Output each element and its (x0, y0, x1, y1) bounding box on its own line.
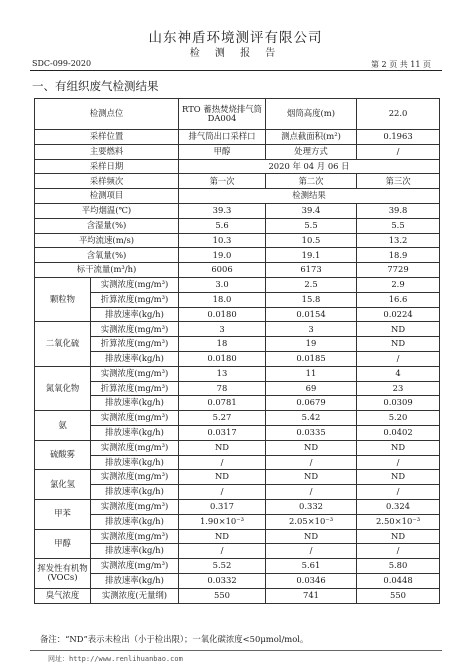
cell-value: 550 (357, 588, 440, 603)
header-divider (30, 70, 442, 71)
cell-label: 检测结果 (179, 189, 440, 204)
table-row (35, 573, 440, 588)
table-row (35, 440, 440, 455)
parameter-label: 排放速率(kg/h) (91, 455, 179, 470)
cell-value: 第二次 (266, 174, 357, 189)
cell-value: 0.0309 (357, 396, 440, 411)
parameter-label: 排放速率(kg/h) (91, 396, 179, 411)
cell-value: 1.90×10⁻³ (179, 514, 266, 529)
pollutant-name: 氮氧化物 (35, 366, 91, 410)
parameter-label: 折算浓度(mg/m³) (91, 381, 179, 396)
footer-divider (30, 650, 442, 651)
pollutant-name: 甲苯 (35, 499, 91, 529)
cell-value: 0.0335 (266, 425, 357, 440)
cell-value: 甲醇 (179, 144, 266, 159)
cell-label: 采样频次 (35, 174, 179, 189)
row-label: 平均烟温(℃) (35, 203, 179, 218)
cell-value: 39.4 (266, 203, 357, 218)
cell-value: 0.0154 (266, 307, 357, 322)
footnote: 备注：“ND”表示未检出（小于检出限）；一氧化碳浓度<50μmol/mol。 (40, 634, 309, 644)
cell-value: / (357, 144, 440, 159)
cell-label: 采样日期 (35, 159, 179, 174)
table-row (35, 263, 440, 278)
cell-value: 19 (266, 337, 357, 352)
cell-label: 采样位置 (35, 130, 179, 145)
pollutant-name: 二氧化硫 (35, 322, 91, 366)
parameter-label: 实测浓度(无量纲) (91, 588, 179, 603)
table-row (35, 130, 440, 145)
cell-value: ND (266, 529, 357, 544)
row-label: 标干流量(m³/h) (35, 263, 179, 278)
table-row (35, 396, 440, 411)
cell-value: 16.6 (357, 292, 440, 307)
parameter-label: 实测浓度(mg/m³) (91, 411, 179, 426)
cell-value: 5.20 (357, 411, 440, 426)
cell-value: 18.0 (179, 292, 266, 307)
parameter-label: 排放速率(kg/h) (91, 485, 179, 500)
cell-value: 19.0 (179, 248, 266, 263)
table-row (35, 292, 440, 307)
parameter-label: 实测浓度(mg/m³) (91, 559, 179, 574)
cell-value: 0.0402 (357, 425, 440, 440)
cell-value: 0.0224 (357, 307, 440, 322)
cell-value: 5.27 (179, 411, 266, 426)
cell-value: 0.317 (179, 499, 266, 514)
cell-value: ND (357, 337, 440, 352)
pollutant-name: 甲醇 (35, 529, 91, 559)
table-row (35, 544, 440, 559)
table-row (35, 559, 440, 574)
cell-value: 5.6 (179, 218, 266, 233)
results-table (34, 98, 440, 604)
cell-value: 3 (266, 322, 357, 337)
cell-value: 0.0679 (266, 396, 357, 411)
cell-value: 5.80 (357, 559, 440, 574)
table-row (35, 322, 440, 337)
cell-value: ND (357, 529, 440, 544)
cell-value: 5.5 (266, 218, 357, 233)
cell-value: 19.1 (266, 248, 357, 263)
pollutant-name: 氨 (35, 411, 91, 441)
table-row (35, 218, 440, 233)
cell-value: ND (357, 322, 440, 337)
cell-value: 4 (357, 366, 440, 381)
table-row (35, 144, 440, 159)
row-label: 含湿量(%) (35, 218, 179, 233)
parameter-label: 实测浓度(mg/m³) (91, 277, 179, 292)
table-row (35, 499, 440, 514)
cell-value: 2020 年 04 月 06 日 (179, 159, 440, 174)
cell-value: 78 (179, 381, 266, 396)
report-subtitle: 检 测 报 告 (189, 48, 282, 59)
cell-value: 550 (179, 588, 266, 603)
cell-value: 0.332 (266, 499, 357, 514)
cell-value: 3.0 (179, 277, 266, 292)
table-row (35, 425, 440, 440)
parameter-label: 排放速率(kg/h) (91, 544, 179, 559)
cell-label: 检测点位 (35, 99, 179, 130)
cell-label: 主要燃料 (35, 144, 179, 159)
table-row (35, 159, 440, 174)
parameter-label: 实测浓度(mg/m³) (91, 470, 179, 485)
cell-value: RTO 蓄热焚烧排气筒DA004 (179, 99, 266, 130)
table-row (35, 514, 440, 529)
cell-value: ND (179, 440, 266, 455)
parameter-label: 排放速率(kg/h) (91, 307, 179, 322)
parameter-label: 排放速率(kg/h) (91, 573, 179, 588)
cell-value: 13.2 (357, 233, 440, 248)
table-row (35, 455, 440, 470)
cell-value: / (266, 544, 357, 559)
parameter-label: 折算浓度(mg/m³) (91, 292, 179, 307)
cell-value: 排气筒出口采样口 (179, 130, 266, 145)
cell-value: 39.8 (357, 203, 440, 218)
cell-value: 2.9 (357, 277, 440, 292)
cell-value: 5.61 (266, 559, 357, 574)
cell-value: 第一次 (179, 174, 266, 189)
footer-website: 网址：http://www.renlihuanbao.com (48, 655, 183, 663)
cell-value: ND (357, 440, 440, 455)
cell-value: 5.52 (179, 559, 266, 574)
cell-value: 0.0180 (179, 307, 266, 322)
table-row (35, 381, 440, 396)
table-row (35, 189, 440, 204)
cell-value: 0.324 (357, 499, 440, 514)
company-name: 山东神盾环境测评有限公司 (148, 30, 323, 46)
parameter-label: 实测浓度(mg/m³) (91, 529, 179, 544)
pollutant-name: 硫酸雾 (35, 440, 91, 470)
cell-value: ND (266, 470, 357, 485)
cell-value: 13 (179, 366, 266, 381)
cell-value: 10.3 (179, 233, 266, 248)
table-row (35, 485, 440, 500)
parameter-label: 排放速率(kg/h) (91, 351, 179, 366)
document-number: SDC-099-2020 (32, 59, 92, 68)
cell-value: ND (357, 470, 440, 485)
cell-label: 处理方式 (266, 144, 357, 159)
table-row (35, 351, 440, 366)
pollutant-name: 氯化氢 (35, 470, 91, 500)
cell-value: ND (179, 529, 266, 544)
cell-value: 18.9 (357, 248, 440, 263)
pollutant-name: 挥发性有机物(VOCs) (35, 559, 91, 589)
parameter-label: 实测浓度(mg/m³) (91, 322, 179, 337)
cell-value: ND (179, 470, 266, 485)
table-row (35, 203, 440, 218)
cell-value: / (357, 485, 440, 500)
cell-value: / (179, 485, 266, 500)
parameter-label: 实测浓度(mg/m³) (91, 440, 179, 455)
row-label: 平均流速(m/s) (35, 233, 179, 248)
cell-value: 10.5 (266, 233, 357, 248)
table-row (35, 588, 440, 603)
cell-value: 6173 (266, 263, 357, 278)
cell-value: / (266, 485, 357, 500)
cell-value: 15.8 (266, 292, 357, 307)
cell-value: 69 (266, 381, 357, 396)
cell-value: 2.05×10⁻³ (266, 514, 357, 529)
cell-label: 烟筒高度(m) (266, 99, 357, 130)
cell-value: 39.3 (179, 203, 266, 218)
cell-value: 23 (357, 381, 440, 396)
section-title: 一、有组织废气检测结果 (32, 79, 159, 93)
parameter-label: 排放速率(kg/h) (91, 425, 179, 440)
cell-value: 6006 (179, 263, 266, 278)
pollutant-name: 臭气浓度 (35, 588, 91, 603)
cell-value: 22.0 (357, 99, 440, 130)
row-label: 含氧量(%) (35, 248, 179, 263)
table-row (35, 366, 440, 381)
table-row (35, 529, 440, 544)
cell-value: 0.0332 (179, 573, 266, 588)
cell-value: 0.0185 (266, 351, 357, 366)
table-row (35, 337, 440, 352)
cell-value: 5.5 (357, 218, 440, 233)
cell-value: 0.1963 (357, 130, 440, 145)
cell-value: 18 (179, 337, 266, 352)
cell-value: 0.0448 (357, 573, 440, 588)
pollutant-name: 颗粒物 (35, 277, 91, 321)
table-row (35, 233, 440, 248)
table-row (35, 411, 440, 426)
cell-value: / (266, 455, 357, 470)
cell-value: 7729 (357, 263, 440, 278)
cell-value: 3 (179, 322, 266, 337)
cell-label: 检测项目 (35, 189, 179, 204)
cell-value: 2.5 (266, 277, 357, 292)
cell-value: 11 (266, 366, 357, 381)
page-info: 第 2 页 共 11 页 (371, 60, 431, 69)
table-row (35, 174, 440, 189)
cell-value: / (357, 455, 440, 470)
cell-value: 741 (266, 588, 357, 603)
cell-value: / (179, 544, 266, 559)
parameter-label: 折算浓度(mg/m³) (91, 337, 179, 352)
cell-value: 2.50×10⁻³ (357, 514, 440, 529)
cell-value: 第三次 (357, 174, 440, 189)
cell-value: 0.0781 (179, 396, 266, 411)
table-row (35, 277, 440, 292)
cell-value: / (357, 351, 440, 366)
cell-label: 测点截面积(m²) (266, 130, 357, 145)
parameter-label: 实测浓度(mg/m³) (91, 499, 179, 514)
table-row (35, 307, 440, 322)
cell-value: ND (266, 440, 357, 455)
cell-value: 0.0317 (179, 425, 266, 440)
cell-value: 0.0180 (179, 351, 266, 366)
cell-value: / (179, 455, 266, 470)
table-row (35, 248, 440, 263)
cell-value: 5.42 (266, 411, 357, 426)
table-row (35, 470, 440, 485)
parameter-label: 排放速率(kg/h) (91, 514, 179, 529)
cell-value: / (357, 544, 440, 559)
parameter-label: 实测浓度(mg/m³) (91, 366, 179, 381)
cell-value: 0.0346 (266, 573, 357, 588)
table-row (35, 99, 440, 130)
